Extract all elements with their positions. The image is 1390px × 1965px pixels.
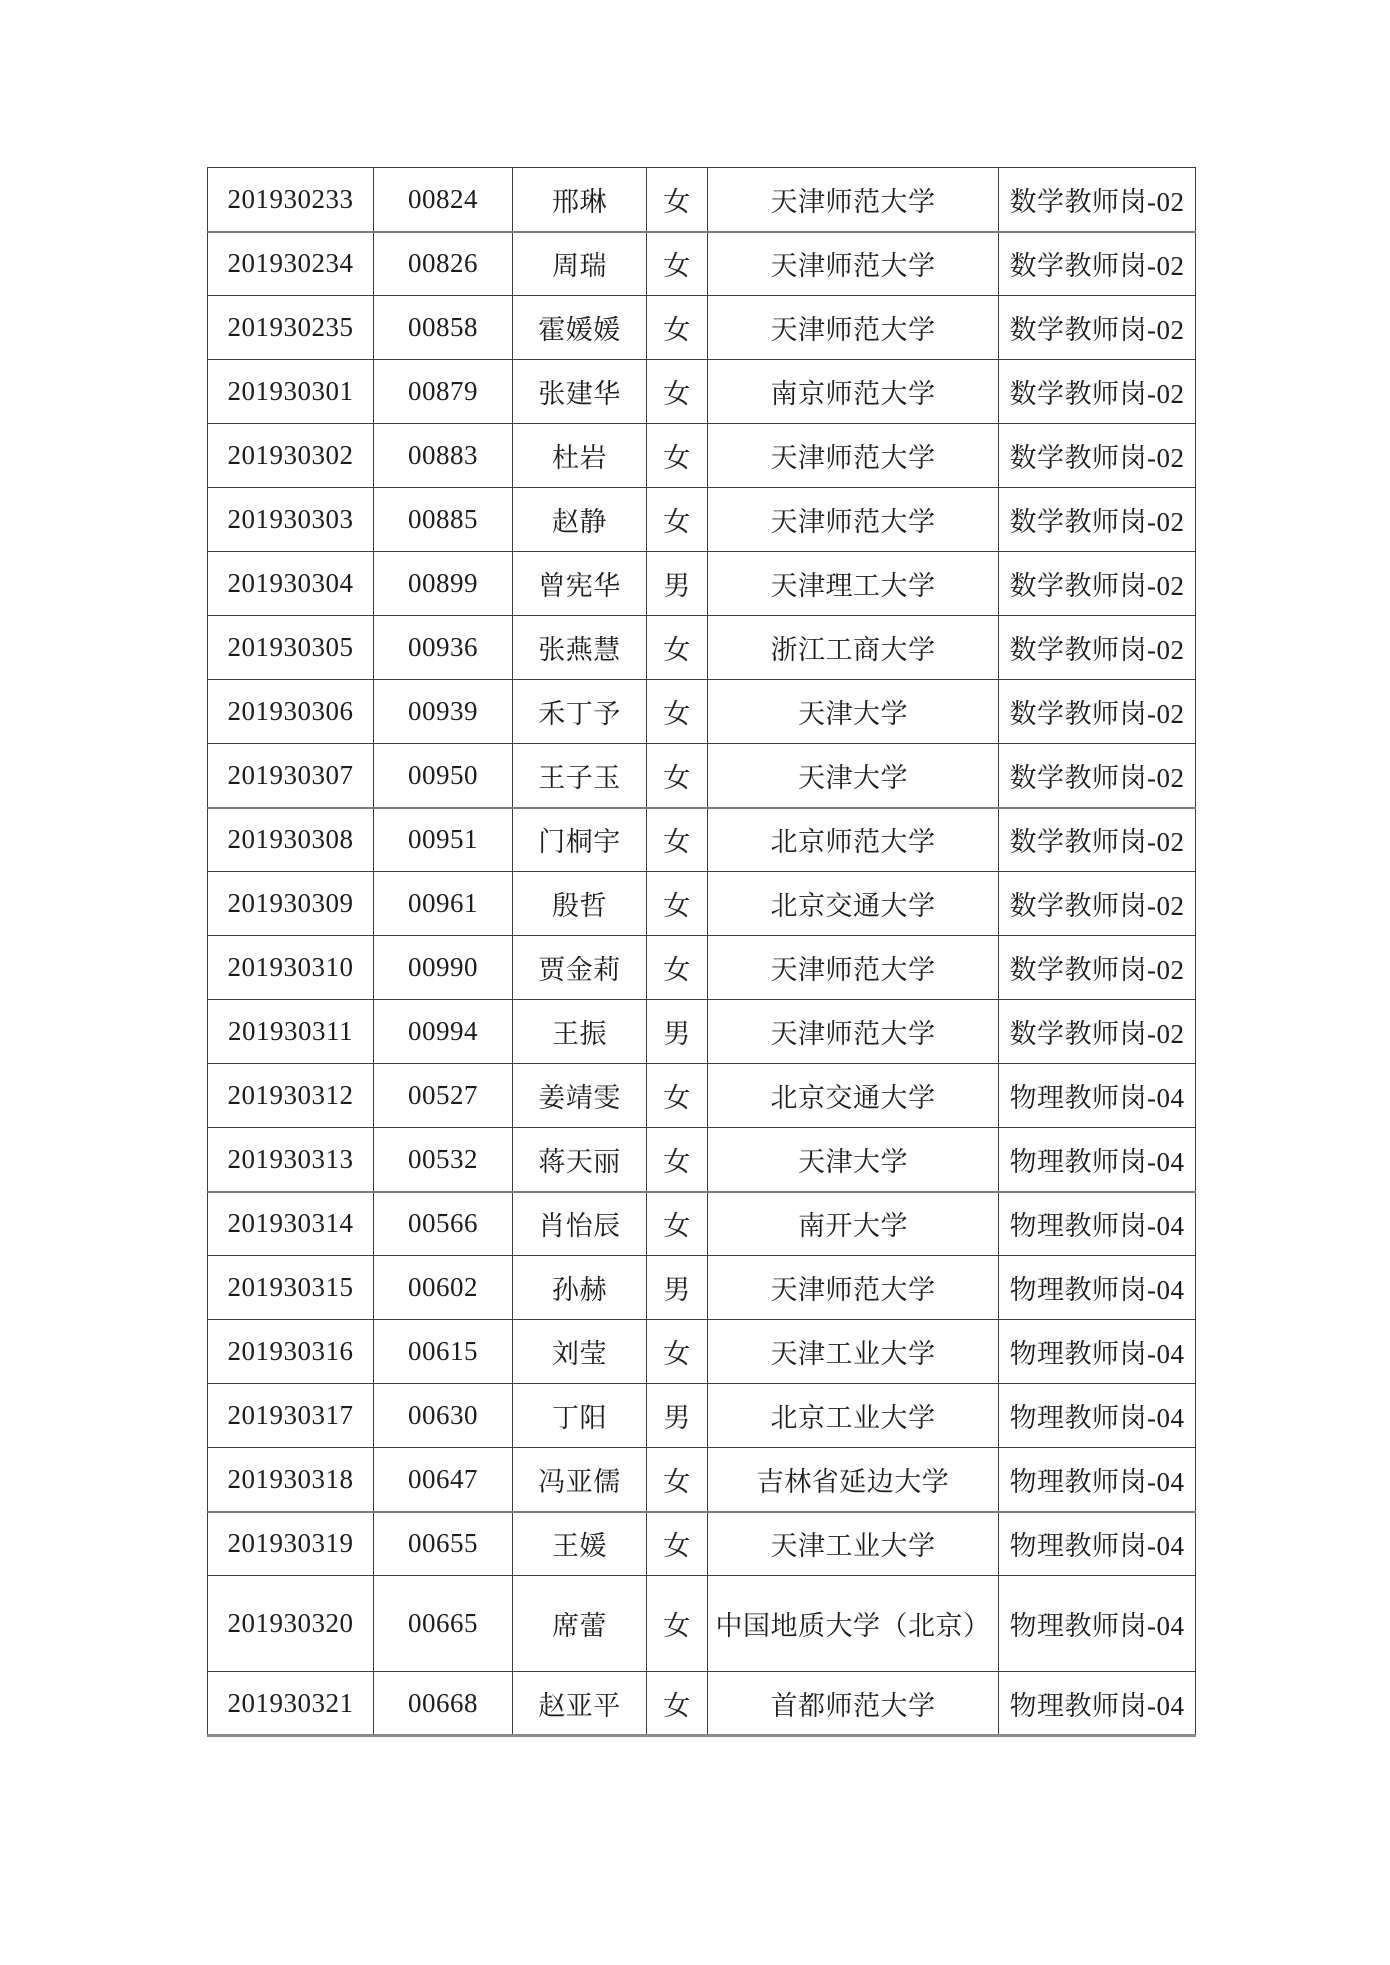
cell-name: 赵亚平 xyxy=(513,1672,647,1736)
cell-university: 中国地质大学（北京） xyxy=(708,1576,999,1672)
cell-exam-number: 201930304 xyxy=(208,552,374,616)
cell-university: 天津工业大学 xyxy=(708,1512,999,1576)
table-row xyxy=(208,616,1196,680)
cell-gender: 女 xyxy=(647,232,708,296)
cell-candidate-code: 00602 xyxy=(374,1256,513,1320)
cell-candidate-code: 00630 xyxy=(374,1384,513,1448)
cell-exam-number: 201930305 xyxy=(208,616,374,680)
cell-candidate-code: 00951 xyxy=(374,808,513,872)
cell-name: 禾丁予 xyxy=(513,680,647,744)
cell-name: 刘莹 xyxy=(513,1320,647,1384)
cell-exam-number: 201930315 xyxy=(208,1256,374,1320)
cell-gender: 女 xyxy=(647,1672,708,1736)
cell-name: 殷哲 xyxy=(513,872,647,936)
cell-candidate-code: 00826 xyxy=(374,232,513,296)
cell-gender: 女 xyxy=(647,1064,708,1128)
table-row xyxy=(208,360,1196,424)
cell-position: 数学教师岗-02 xyxy=(999,296,1196,360)
cell-name: 曾宪华 xyxy=(513,552,647,616)
cell-name: 周瑞 xyxy=(513,232,647,296)
cell-name: 王子玉 xyxy=(513,744,647,808)
cell-university: 天津师范大学 xyxy=(708,488,999,552)
candidates-table xyxy=(207,167,1196,1737)
cell-gender: 女 xyxy=(647,488,708,552)
cell-candidate-code: 00939 xyxy=(374,680,513,744)
cell-university: 天津大学 xyxy=(708,744,999,808)
table-row xyxy=(208,232,1196,296)
cell-university: 天津理工大学 xyxy=(708,552,999,616)
cell-name: 肖怡辰 xyxy=(513,1192,647,1256)
cell-position: 数学教师岗-02 xyxy=(999,616,1196,680)
cell-gender: 女 xyxy=(647,1576,708,1672)
table-row xyxy=(208,872,1196,936)
table-row xyxy=(208,1320,1196,1384)
cell-gender: 女 xyxy=(647,360,708,424)
cell-name: 蒋天丽 xyxy=(513,1128,647,1192)
cell-position: 物理教师岗-04 xyxy=(999,1320,1196,1384)
cell-candidate-code: 00990 xyxy=(374,936,513,1000)
cell-university: 首都师范大学 xyxy=(708,1672,999,1736)
cell-name: 杜岩 xyxy=(513,424,647,488)
cell-exam-number: 201930301 xyxy=(208,360,374,424)
cell-exam-number: 201930306 xyxy=(208,680,374,744)
cell-position: 数学教师岗-02 xyxy=(999,1000,1196,1064)
cell-position: 物理教师岗-04 xyxy=(999,1256,1196,1320)
cell-university: 天津大学 xyxy=(708,680,999,744)
cell-gender: 男 xyxy=(647,552,708,616)
cell-position: 数学教师岗-02 xyxy=(999,168,1196,232)
cell-exam-number: 201930320 xyxy=(208,1576,374,1672)
cell-position: 数学教师岗-02 xyxy=(999,680,1196,744)
table-row xyxy=(208,488,1196,552)
cell-position: 物理教师岗-04 xyxy=(999,1128,1196,1192)
cell-candidate-code: 00879 xyxy=(374,360,513,424)
cell-name: 孙赫 xyxy=(513,1256,647,1320)
cell-university: 天津师范大学 xyxy=(708,936,999,1000)
cell-exam-number: 201930235 xyxy=(208,296,374,360)
cell-university: 天津师范大学 xyxy=(708,1256,999,1320)
cell-gender: 女 xyxy=(647,744,708,808)
cell-name: 赵静 xyxy=(513,488,647,552)
cell-name: 张燕慧 xyxy=(513,616,647,680)
cell-gender: 女 xyxy=(647,296,708,360)
table-row xyxy=(208,680,1196,744)
cell-position: 物理教师岗-04 xyxy=(999,1512,1196,1576)
cell-name: 丁阳 xyxy=(513,1384,647,1448)
cell-candidate-code: 00665 xyxy=(374,1576,513,1672)
table-row xyxy=(208,936,1196,1000)
table-row xyxy=(208,552,1196,616)
table-row xyxy=(208,1000,1196,1064)
cell-name: 邢琳 xyxy=(513,168,647,232)
cell-university: 北京交通大学 xyxy=(708,872,999,936)
table-row xyxy=(208,168,1196,232)
cell-gender: 女 xyxy=(647,616,708,680)
cell-university: 天津师范大学 xyxy=(708,168,999,232)
cell-position: 数学教师岗-02 xyxy=(999,232,1196,296)
cell-gender: 女 xyxy=(647,1448,708,1512)
table-row xyxy=(208,1384,1196,1448)
cell-name: 门桐宇 xyxy=(513,808,647,872)
cell-university: 南开大学 xyxy=(708,1192,999,1256)
cell-gender: 女 xyxy=(647,168,708,232)
cell-exam-number: 201930321 xyxy=(208,1672,374,1736)
cell-name: 王振 xyxy=(513,1000,647,1064)
cell-university: 北京工业大学 xyxy=(708,1384,999,1448)
cell-university: 天津师范大学 xyxy=(708,296,999,360)
cell-university: 北京交通大学 xyxy=(708,1064,999,1128)
cell-name: 席蕾 xyxy=(513,1576,647,1672)
cell-candidate-code: 00994 xyxy=(374,1000,513,1064)
cell-name: 霍媛媛 xyxy=(513,296,647,360)
table-row xyxy=(208,1672,1196,1736)
cell-position: 物理教师岗-04 xyxy=(999,1192,1196,1256)
cell-gender: 女 xyxy=(647,936,708,1000)
cell-candidate-code: 00532 xyxy=(374,1128,513,1192)
candidates-table-body xyxy=(208,168,1196,1736)
cell-gender: 女 xyxy=(647,680,708,744)
table-row xyxy=(208,1064,1196,1128)
cell-exam-number: 201930319 xyxy=(208,1512,374,1576)
cell-candidate-code: 00668 xyxy=(374,1672,513,1736)
cell-candidate-code: 00566 xyxy=(374,1192,513,1256)
cell-position: 物理教师岗-04 xyxy=(999,1064,1196,1128)
cell-university: 北京师范大学 xyxy=(708,808,999,872)
cell-name: 冯亚儒 xyxy=(513,1448,647,1512)
cell-gender: 女 xyxy=(647,1320,708,1384)
cell-candidate-code: 00824 xyxy=(374,168,513,232)
table-row xyxy=(208,808,1196,872)
cell-candidate-code: 00647 xyxy=(374,1448,513,1512)
cell-candidate-code: 00883 xyxy=(374,424,513,488)
cell-exam-number: 201930307 xyxy=(208,744,374,808)
cell-position: 数学教师岗-02 xyxy=(999,552,1196,616)
cell-candidate-code: 00527 xyxy=(374,1064,513,1128)
cell-candidate-code: 00615 xyxy=(374,1320,513,1384)
cell-university: 天津工业大学 xyxy=(708,1320,999,1384)
cell-name: 贾金莉 xyxy=(513,936,647,1000)
cell-candidate-code: 00899 xyxy=(374,552,513,616)
table-row xyxy=(208,1512,1196,1576)
cell-exam-number: 201930308 xyxy=(208,808,374,872)
cell-university: 天津大学 xyxy=(708,1128,999,1192)
cell-gender: 女 xyxy=(647,1512,708,1576)
cell-candidate-code: 00885 xyxy=(374,488,513,552)
cell-exam-number: 201930303 xyxy=(208,488,374,552)
cell-exam-number: 201930233 xyxy=(208,168,374,232)
cell-university: 天津师范大学 xyxy=(708,232,999,296)
cell-position: 数学教师岗-02 xyxy=(999,808,1196,872)
cell-candidate-code: 00858 xyxy=(374,296,513,360)
cell-university: 天津师范大学 xyxy=(708,424,999,488)
cell-position: 数学教师岗-02 xyxy=(999,872,1196,936)
table-row xyxy=(208,1448,1196,1512)
cell-exam-number: 201930314 xyxy=(208,1192,374,1256)
cell-position: 物理教师岗-04 xyxy=(999,1576,1196,1672)
cell-gender: 女 xyxy=(647,872,708,936)
cell-university: 天津师范大学 xyxy=(708,1000,999,1064)
table-row xyxy=(208,296,1196,360)
cell-exam-number: 201930302 xyxy=(208,424,374,488)
cell-gender: 女 xyxy=(647,1128,708,1192)
cell-gender: 男 xyxy=(647,1000,708,1064)
cell-gender: 男 xyxy=(647,1256,708,1320)
cell-position: 数学教师岗-02 xyxy=(999,936,1196,1000)
cell-name: 王媛 xyxy=(513,1512,647,1576)
cell-candidate-code: 00961 xyxy=(374,872,513,936)
cell-exam-number: 201930317 xyxy=(208,1384,374,1448)
cell-university: 南京师范大学 xyxy=(708,360,999,424)
cell-candidate-code: 00936 xyxy=(374,616,513,680)
cell-exam-number: 201930313 xyxy=(208,1128,374,1192)
cell-exam-number: 201930316 xyxy=(208,1320,374,1384)
cell-gender: 男 xyxy=(647,1384,708,1448)
cell-position: 物理教师岗-04 xyxy=(999,1448,1196,1512)
cell-gender: 女 xyxy=(647,808,708,872)
cell-position: 数学教师岗-02 xyxy=(999,424,1196,488)
cell-candidate-code: 00655 xyxy=(374,1512,513,1576)
cell-name: 张建华 xyxy=(513,360,647,424)
cell-position: 数学教师岗-02 xyxy=(999,488,1196,552)
table-row xyxy=(208,1256,1196,1320)
cell-position: 数学教师岗-02 xyxy=(999,744,1196,808)
cell-gender: 女 xyxy=(647,1192,708,1256)
cell-position: 数学教师岗-02 xyxy=(999,360,1196,424)
cell-university: 吉林省延边大学 xyxy=(708,1448,999,1512)
table-row xyxy=(208,1128,1196,1192)
table-row xyxy=(208,1192,1196,1256)
cell-university: 浙江工商大学 xyxy=(708,616,999,680)
cell-exam-number: 201930234 xyxy=(208,232,374,296)
table-row xyxy=(208,744,1196,808)
cell-exam-number: 201930311 xyxy=(208,1000,374,1064)
cell-name: 姜靖雯 xyxy=(513,1064,647,1128)
cell-exam-number: 201930309 xyxy=(208,872,374,936)
table-row xyxy=(208,424,1196,488)
cell-exam-number: 201930312 xyxy=(208,1064,374,1128)
cell-gender: 女 xyxy=(647,424,708,488)
cell-position: 物理教师岗-04 xyxy=(999,1384,1196,1448)
cell-candidate-code: 00950 xyxy=(374,744,513,808)
cell-position: 物理教师岗-04 xyxy=(999,1672,1196,1736)
cell-exam-number: 201930318 xyxy=(208,1448,374,1512)
table-row xyxy=(208,1576,1196,1672)
cell-exam-number: 201930310 xyxy=(208,936,374,1000)
